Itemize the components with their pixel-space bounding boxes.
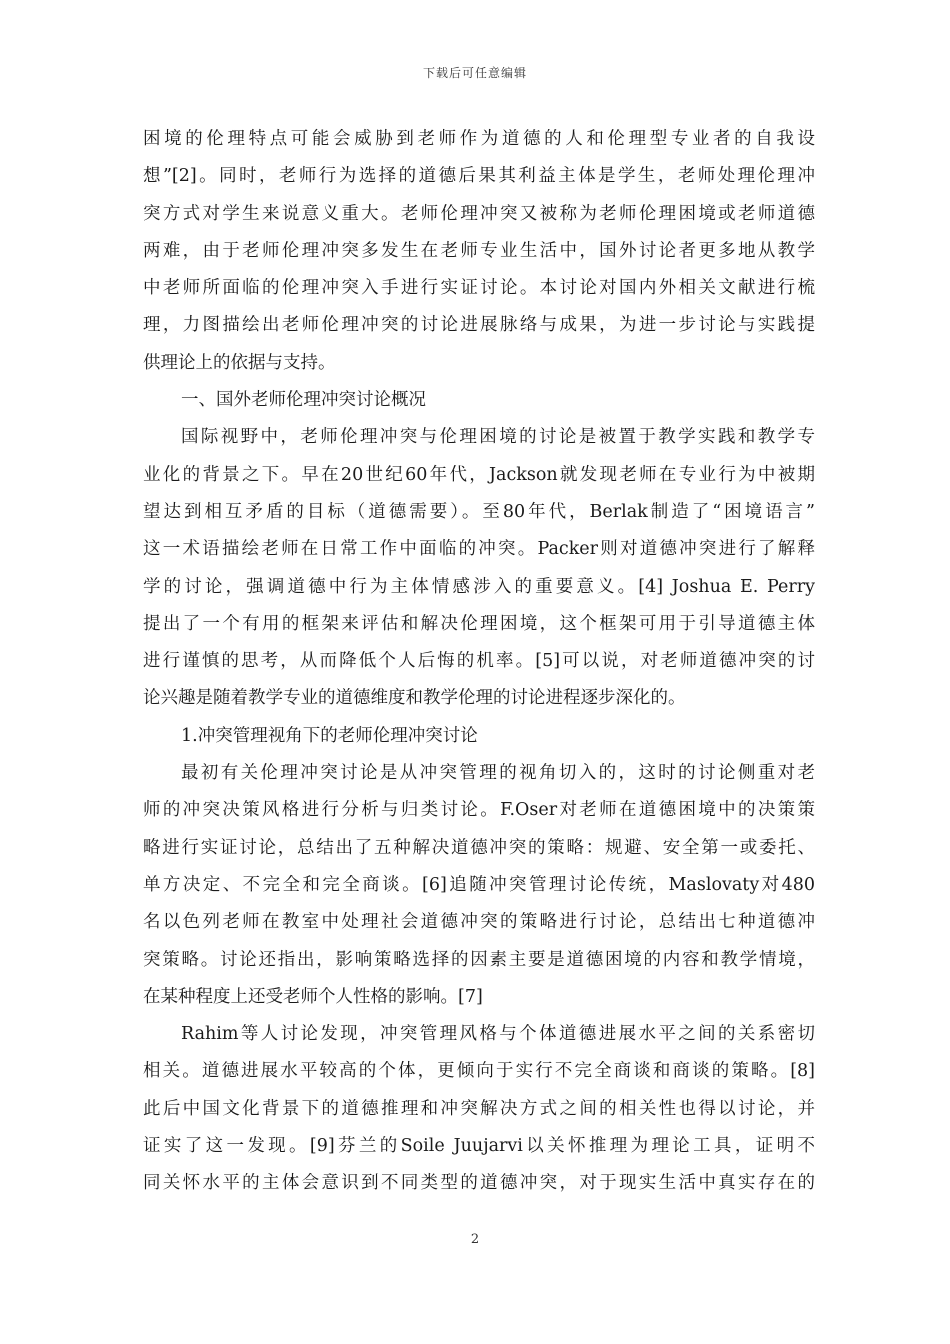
text-line: 突方式对学生来说意义重大。老师伦理冲突又被称为老师伦理困境或老师道德	[143, 203, 815, 224]
text-line: 师的冲突决策风格进行分析与归类讨论。F.Oser对老师在道德困境中的决策策	[143, 800, 815, 821]
text-line: 证实了这一发现。[9]芬兰的Soile Juujarvi以关怀推理为理论工具，证明不	[143, 1136, 815, 1157]
text-line: 相关。道德进展水平较高的个体，更倾向于实行不完全商谈和商谈的策略。[8]	[143, 1061, 815, 1082]
text-line: 突策略。讨论还指出，影响策略选择的因素主要是道德困境的内容和教学情境，	[143, 949, 815, 970]
text-line: 名以色列老师在教室中处理社会道德冲突的策略进行讨论，总结出七种道德冲	[143, 912, 815, 933]
page-number: 2	[470, 1232, 480, 1247]
text-line: 略进行实证讨论，总结出了五种解决道德冲突的策略：规避、安全第一或委托、	[143, 837, 815, 858]
text-line: 在某种程度上还受老师个人性格的影响。[7]	[143, 986, 483, 1007]
text-line: 单方决定、不完全和完全商谈。[6]追随冲突管理讨论传统，Maslovaty对480	[143, 874, 815, 895]
page-header: 下载后可任意编辑	[422, 66, 527, 80]
text-line: 论兴趣是随着教学专业的道德维度和教学伦理的讨论进程逐步深化的。	[143, 688, 686, 709]
text-line: 国际视野中，老师伦理冲突与伦理困境的讨论是被置于教学实践和教学专	[181, 427, 815, 448]
text-line: 这一术语描绘老师在日常工作中面临的冲突。Packer则对道德冲突进行了解释	[143, 539, 815, 560]
text-line: 理，力图描绘出老师伦理冲突的讨论进展脉络与成果，为进一步讨论与实践提	[143, 315, 815, 336]
section-heading: 一、国外老师伦理冲突讨论概况	[181, 390, 426, 411]
text-line: 望达到相互矛盾的目标（道德需要）。至80年代，Berlak制造了“困境语言”	[143, 501, 815, 522]
document-body	[143, 121, 815, 1203]
text-line: 业化的背景之下。早在20世纪60年代，Jackson就发现老师在专业行为中被期	[143, 464, 815, 485]
text-line: 同关怀水平的主体会意识到不同类型的道德冲突，对于现实生活中真实存在的	[143, 1173, 815, 1194]
text-line: 进行谨慎的思考，从而降低个人后悔的机率。[5]可以说，对老师道德冲突的讨	[143, 651, 815, 672]
text-line: Rahim等人讨论发现，冲突管理风格与个体道德进展水平之间的关系密切	[181, 1024, 815, 1045]
text-line: 最初有关伦理冲突讨论是从冲突管理的视角切入的，这时的讨论侧重对老	[181, 763, 815, 784]
text-line: 想”[2]。同时，老师行为选择的道德后果其利益主体是学生，老师处理伦理冲	[143, 166, 815, 187]
text-line: 两难，由于老师伦理冲突多发生在老师专业生活中，国外讨论者更多地从教学	[143, 240, 815, 261]
text-line: 学的讨论，强调道德中行为主体情感涉入的重要意义。[4] Joshua E. Perry	[143, 576, 815, 597]
subsection-heading: 1.冲突管理视角下的老师伦理冲突讨论	[181, 725, 478, 746]
text-line: 困境的伦理特点可能会威胁到老师作为道德的人和伦理型专业者的自我设	[143, 129, 815, 149]
text-line: 中老师所面临的伦理冲突入手进行实证讨论。本讨论对国内外相关文献进行梳	[143, 278, 815, 299]
text-line: 此后中国文化背景下的道德推理和冲突解决方式之间的相关性也得以讨论，并	[143, 1098, 815, 1119]
text-line: 提出了一个有用的框架来评估和解决伦理困境，这个框架可用于引导道德主体	[143, 613, 815, 634]
text-line: 供理论上的依据与支持。	[143, 352, 336, 373]
